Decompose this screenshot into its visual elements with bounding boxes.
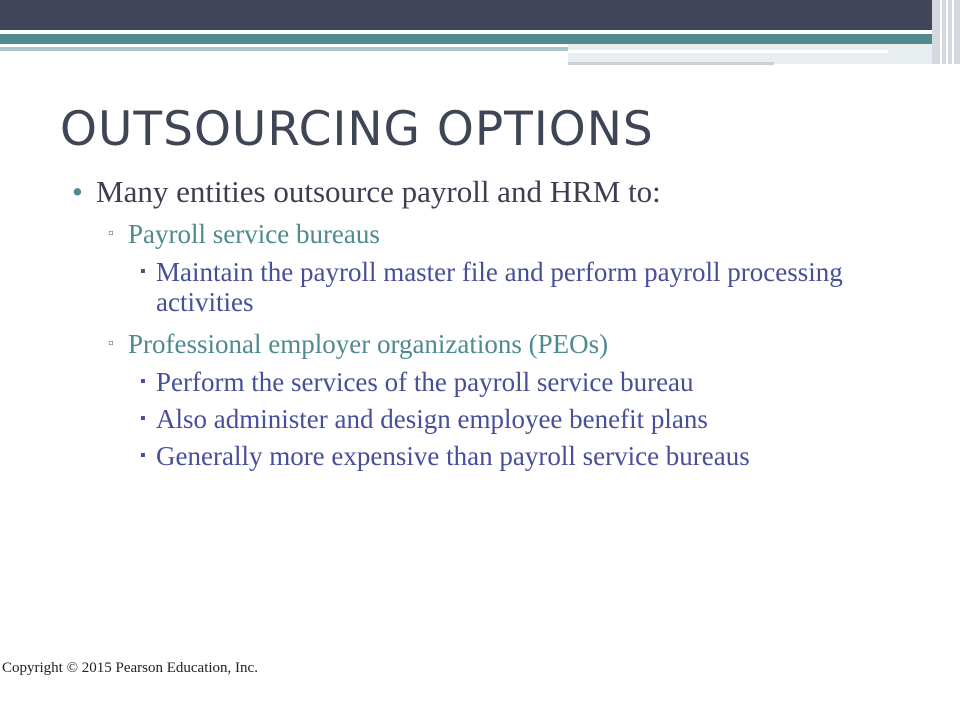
header-white-line [568,50,888,53]
bullet-level1 [72,170,932,214]
bullet-small-square-icon: ▪ [140,447,146,464]
bullet-text: Perform the services of the payroll service bureau [156,367,694,397]
bullet-text: Professional employer organizations (PEOs) [128,329,609,359]
bullet-text: Maintain the payroll master file and perform payroll processing activities [156,257,843,317]
bullet-square-outline-icon: ▫ [108,225,114,242]
header-light-panel [568,44,960,64]
header-dark-band [0,0,960,30]
bullet-level3 [140,367,876,397]
bullet-small-square-icon: ▪ [140,373,146,390]
bullet-text: Generally more expensive than payroll service bureaus [156,441,750,471]
bullet-level2 [108,214,932,254]
slide-title: OUTSOURCING OPTIONS [60,102,654,157]
bullet-text: Also administer and design employee benefit plans [156,404,708,434]
bullet-square-outline-icon: ▫ [108,335,114,352]
bullet-dot-icon: • [72,174,83,209]
bullet-small-square-icon: ▪ [140,263,146,280]
bullet-text: Many entities outsource payroll and HRM to: [96,174,661,209]
copyright-footer: Copyright © 2015 Pearson Education, Inc. [2,660,258,676]
bullet-small-square-icon: ▪ [140,410,146,427]
bullet-level3 [140,257,876,317]
slide-body [72,170,932,478]
header-gray-line [568,62,774,65]
header-teal-band [0,34,960,44]
bullet-level3 [140,404,876,434]
header-corner-stripes [932,0,960,64]
bullet-level3 [140,441,876,471]
bullet-level2 [108,324,932,364]
header-teal-accent-line [0,47,568,51]
bullet-text: Payroll service bureaus [128,219,380,249]
